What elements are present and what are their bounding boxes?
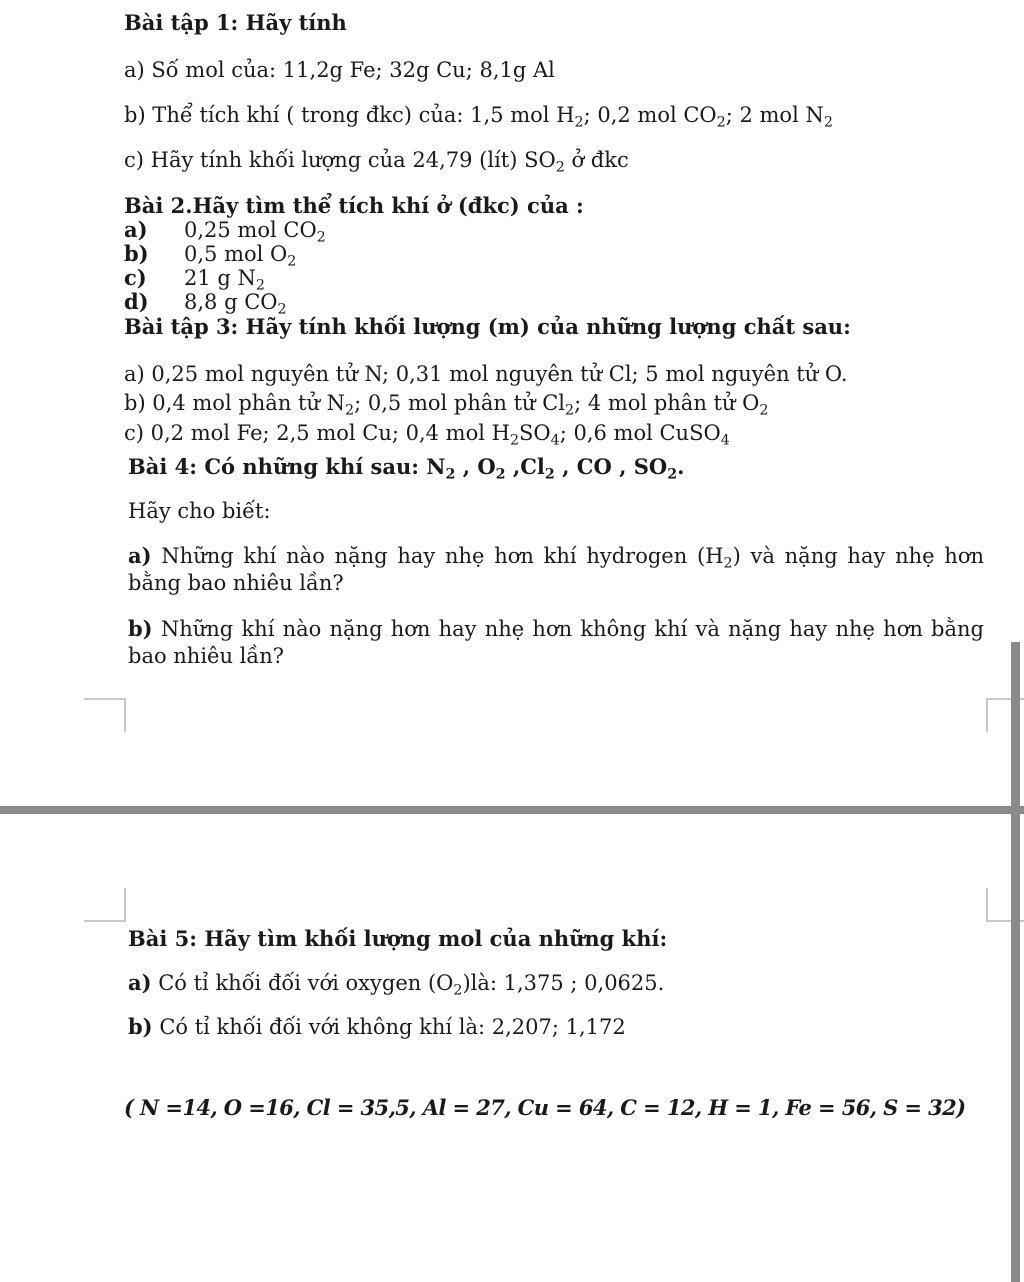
exercise-4-title: Bài 4: Có những khí sau: $N_2$ , $O_2$ $,Cl_2$ , CO , $SO_2$. (128, 454, 685, 483)
exercise-2-item-c: c) 21 g $N_2$ (124, 265, 265, 294)
exercise-2-item-d: d) 8,8 g $CO_2$ (124, 289, 287, 318)
exercise-1-item-a: a) Số mol của: 11,2g Fe; 32g Cu; 8,1g Al (124, 58, 555, 82)
exercise-4-item-b: b) Những khí nào nặng hơn hay nhẹ hơn không khí và nặng hay nhẹ hơn bằng bao nhiêu lần? (128, 616, 984, 668)
exercise-2-title: Bài 2.Hãy tìm thể tích khí ở (đkc) của : (124, 193, 584, 218)
exercise-2-item-a: a) 0,25 mol $CO_2$ (124, 217, 326, 246)
page-corner-mark (84, 888, 126, 922)
page-separator (0, 806, 1024, 814)
exercise-2-item-b: b) 0,5 mol $O_2$ (124, 241, 297, 270)
exercise-1-title: Bài tập 1: Hãy tính (124, 10, 347, 35)
page-corner-mark (84, 698, 126, 732)
exercise-3-title: Bài tập 3: Hãy tính khối lượng (m) của những lượng chất sau: (124, 314, 851, 339)
exercise-5-item-a: a) Có tỉ khối đối với oxygen $(O_2)là$: 1,375 ; 0,0625. (128, 970, 665, 999)
scrollbar[interactable] (1011, 642, 1020, 1282)
exercise-5-item-b: b) Có tỉ khối đối với không khí là: 2,207; 1,172 (128, 1014, 626, 1039)
exercise-3-item-a: a) 0,25 mol nguyên tử N; 0,31 mol nguyên tử Cl; 5 mol nguyên tử O. (124, 362, 848, 386)
exercise-3-item-c: c) 0,2 mol Fe; 2,5 mol Cu; 0,4 mol $H_2SO_4$; 0,6 mol CuSO$_4$ (124, 421, 730, 449)
exercise-4-item-a: a) Những khí nào nặng hay nhẹ hơn khí hydrogen $(H_2)$ và nặng hay nhẹ hơn bằng bao nhiêu lần? (128, 543, 984, 595)
atomic-masses-note: ( N =14, O =16, Cl = 35,5, Al = 27, Cu = 64, C = 12, H = 1, Fe = 56, S = 32) (124, 1095, 966, 1120)
exercise-5-title: Bài 5: Hãy tìm khối lượng mol của những khí: (128, 926, 668, 951)
exercise-1-item-b: b) Thể tích khí ( trong đkc) của: 1,5 mol $H_2$; 0,2 mol $CO_2$; 2 mol $N_2$ (124, 103, 833, 131)
exercise-4-prompt: Hãy cho biết: (128, 499, 271, 523)
exercise-1-item-c: c) Hãy tính khối lượng của 24,79 (lít) $SO_2$ ở đkc (124, 148, 629, 176)
exercise-3-item-b: b) 0,4 mol phân tử $N_2$; 0,5 mol phân tử $Cl_2$; 4 mol phân tử $O_2$ (124, 391, 769, 419)
